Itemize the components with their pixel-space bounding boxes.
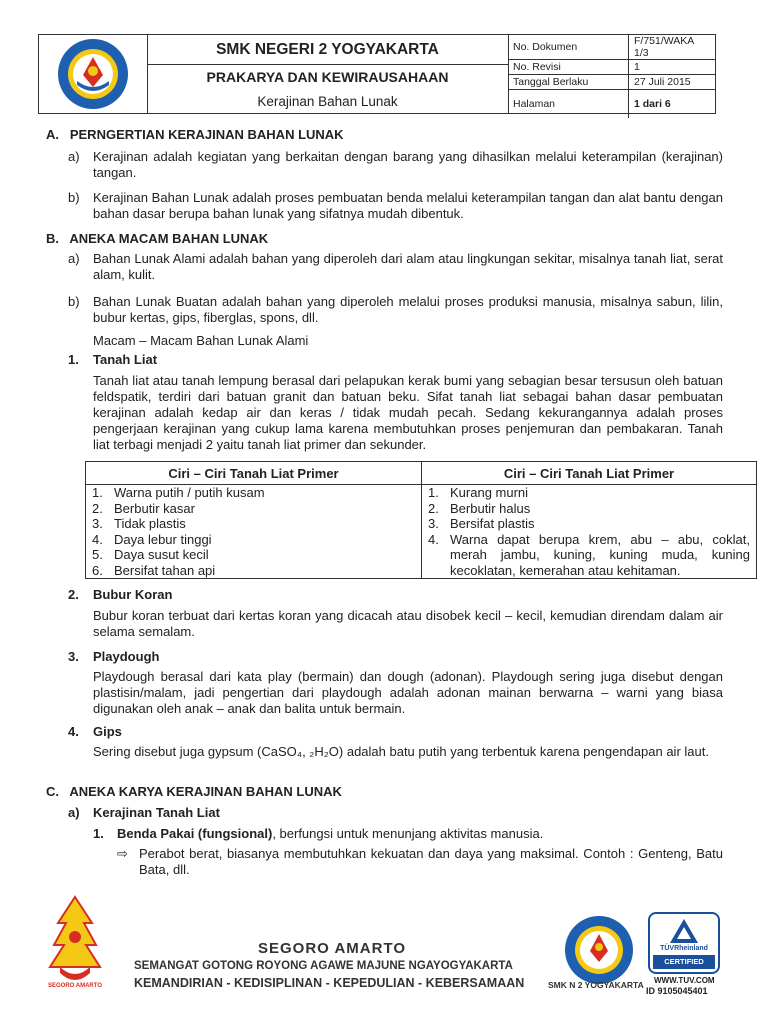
list-item — [92, 547, 415, 563]
list-item — [92, 532, 415, 548]
meta-key: No. Revisi — [508, 60, 629, 75]
school-name: SMK NEGERI 2 YOGYAKARTA — [147, 35, 508, 65]
left-logo-caption: SEGORO AMARTO — [47, 983, 102, 989]
list-item — [92, 501, 415, 517]
meta-value: F/751/WAKA 1/3 — [629, 35, 717, 60]
item-number: 1. — [93, 826, 104, 841]
table-header: Ciri – Ciri Tanah Liat Primer — [86, 462, 422, 485]
item-number: 1. — [68, 352, 79, 367]
section-a-heading: A. PERNGERTIAN KERAJINAN BAHAN LUNAK — [46, 127, 344, 142]
item-title: Gips — [93, 724, 122, 739]
tuv-id: ID 9105045401 — [646, 986, 708, 996]
paragraph: Bahan Lunak Alami adalah bahan yang diperoleh dari alam atau lingkungan sekitar, misalnya tanah liat, serat alam, kulit. — [93, 251, 723, 282]
item-text: Berbutir kasar — [114, 500, 195, 516]
item-text: Berbutir halus — [450, 500, 531, 516]
section-b-heading: B. ANEKA MACAM BAHAN LUNAK — [46, 231, 269, 246]
list-item — [428, 501, 750, 517]
meta-value: 1 — [629, 60, 717, 75]
motto-line-1: SEMANGAT GOTONG ROYONG AGAWE MAJUNE NGAYOGYAKARTA — [134, 960, 513, 972]
item-number: 5. — [92, 547, 103, 562]
item-number: 2. — [428, 500, 439, 516]
motto-title: SEGORO AMARTO — [258, 940, 407, 957]
paragraph: Sering disebut juga gypsum (CaSO₄, ₂H₂O) adalah batu putih yang terbentuk karena pengendapan air laut. — [93, 744, 709, 759]
document-header — [38, 34, 716, 114]
tuv-url: WWW.TUV.COM — [654, 976, 715, 985]
list-item — [428, 532, 750, 579]
meta-key: No. Dokumen — [508, 35, 629, 60]
list-item — [428, 516, 750, 532]
tuv-triangle-icon — [669, 918, 699, 944]
list-label: a) — [68, 251, 80, 266]
item-text: Tidak plastis — [114, 516, 186, 531]
paragraph: Playdough berasal dari kata play (bermain) dan dough (adonan). Playdough sering juga disebut dengan plastisin/malam, jadi pengertian dari playdough adalah adonan mainan berwarna – warni yang biasa digunakan oleh anak – anak dan balita untuk bermain. — [93, 669, 723, 716]
school-logo-cell — [39, 35, 148, 113]
item-number: 4. — [428, 531, 439, 547]
paragraph: Perabot berat, biasanya membutuhkan kekuatan dan daya yang maksimal. Contoh : Genteng, Batu Bata, dll. — [139, 846, 723, 877]
topic-name: Kerajinan Bahan Lunak — [257, 94, 398, 109]
item-title: Bubur Koran — [93, 587, 173, 602]
item-number: 2. — [92, 500, 103, 516]
subheading-text: Macam – Macam Bahan Lunak Alami — [93, 333, 309, 348]
item-text: Warna putih / putih kusam — [114, 485, 265, 500]
item-number: 3. — [92, 516, 103, 531]
item-text: Daya susut kecil — [114, 547, 209, 562]
arrow-bullet-icon: ⇨ — [117, 846, 128, 861]
table-header: Ciri – Ciri Tanah Liat Primer — [422, 462, 757, 485]
paragraph: Tanah liat atau tanah lempung berasal dari pelapukan kerak bumi yang sebagian besar tersusun oleh batuan feldspatik, terdiri dari batuan granit dan batuan beku. Sifat tanah liat sebagai bahan dasar pembuatan kerajinan adalah kedap air dan keras / tidak mudah pecah. Sedang kekurangannya adalah proses pengerjaan kerajinan yang cukup lama karena membutuhkan proses penjemuran dan pembakaran. Tanah liat terbagi menjadi 2 yaitu tanah liat primer dan sekunder. — [93, 373, 723, 452]
title-cell — [147, 35, 509, 113]
sub-item-rest: , berfungsi untuk menunjang aktivitas manusia. — [272, 826, 544, 841]
item-title: Kerajinan Tanah Liat — [93, 805, 220, 820]
list-item — [428, 485, 750, 501]
tuv-brand: TÜVRheinland — [660, 945, 708, 952]
school-logo — [39, 35, 147, 113]
segoro-amarto-logo — [40, 893, 110, 1005]
tuv-certified-badge — [648, 912, 720, 974]
item-number: 6. — [92, 562, 103, 578]
item-text: Kurang murni — [450, 485, 529, 500]
item-title: Tanah Liat — [93, 352, 158, 367]
item-number: 1. — [428, 485, 439, 500]
paragraph: Kerajinan Bahan Lunak adalah proses pembuatan benda melalui keterampilan tangan dan alat bantu dengan bahan dasar berupa bahan lunak yang sifatnya mudah dibentuk. — [93, 190, 723, 221]
right-logo-caption: SMK N 2 YOGYAKARTA — [548, 980, 644, 990]
document-meta — [508, 35, 716, 113]
item-number: 2. — [68, 587, 79, 602]
sub-item-bold: Benda Pakai (fungsional) — [117, 826, 273, 841]
clay-characteristics-table — [85, 461, 757, 579]
item-text: Daya lebur tinggi — [114, 531, 212, 547]
item-number: 4. — [68, 724, 79, 739]
list-item — [92, 485, 415, 501]
subject-name: PRAKARYA DAN KEWIRAUSAHAAN — [206, 69, 449, 85]
meta-key: Tanggal Berlaku — [508, 75, 629, 90]
item-text: Warna dapat berupa krem, abu – abu, coklat, merah jambu, kuning, kuning muda, kuning kecoklatan, kemerahan atau kehitaman. — [450, 531, 750, 578]
table-cell — [422, 485, 757, 579]
paragraph: Bubur koran terbuat dari kertas koran yang dicacah atau disobek kecil – kecil, kemudian direndam dalam air selama semalam. — [93, 608, 723, 639]
section-c-heading: C. ANEKA KARYA KERAJINAN BAHAN LUNAK — [46, 784, 342, 799]
item-number: 4. — [92, 531, 103, 547]
page-number: 1 dari 6 — [629, 90, 717, 119]
sub-item-line — [117, 826, 543, 842]
item-number: 1. — [92, 485, 103, 500]
paragraph: Bahan Lunak Buatan adalah bahan yang diperoleh melalui proses produksi manusia, misalnya sabun, lilin, bubur kertas, gips, fiberglas, spons, dll. — [93, 294, 723, 325]
meta-value: 27 Juli 2015 — [629, 75, 717, 90]
item-number: 3. — [428, 516, 439, 531]
paragraph: Kerajinan adalah kegiatan yang berkaitan dengan barang yang dihasilkan melalui keterampilan (kerajinan) tangan. — [93, 149, 723, 180]
item-title: Playdough — [93, 649, 160, 664]
item-text: Bersifat tahan api — [114, 562, 216, 578]
list-label: b) — [68, 190, 80, 205]
list-label: a) — [68, 805, 80, 820]
list-item — [92, 516, 415, 532]
meta-key: Halaman — [508, 90, 629, 119]
motto-line-2: KEMANDIRIAN - KEDISIPLINAN - KEPEDULIAN - KEBERSAMAAN — [134, 976, 525, 990]
item-number: 3. — [68, 649, 79, 664]
list-label: a) — [68, 149, 80, 164]
item-text: Bersifat plastis — [450, 516, 535, 531]
table-cell — [86, 485, 422, 579]
list-label: b) — [68, 294, 80, 309]
tuv-cert: CERTIFIED — [653, 955, 715, 969]
list-item — [92, 563, 415, 579]
